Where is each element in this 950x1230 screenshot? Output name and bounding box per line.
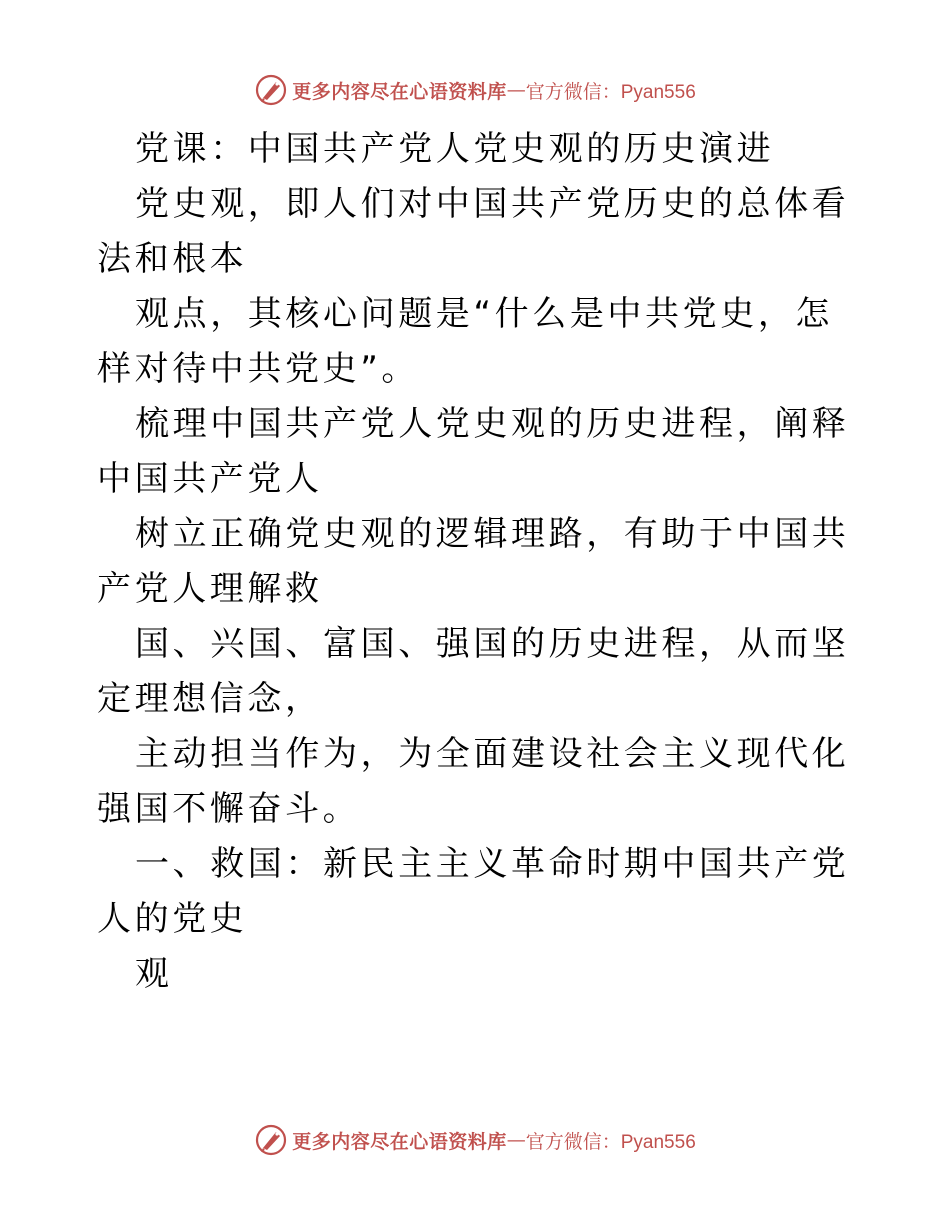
paragraph: 国、兴国、富国、强国的历史进程，从而坚定理想信念， — [97, 624, 850, 719]
document-body — [97, 122, 857, 1002]
header-watermark-banner — [0, 70, 950, 110]
document-title: 党课：中国共产党人党史观的历史演进 — [135, 129, 775, 169]
pen-logo-icon — [254, 1123, 288, 1157]
paragraph: 观 — [135, 954, 173, 994]
paragraph: 观点，其核心问题是“什么是中共党史，怎样对待中共党史”。 — [97, 294, 834, 389]
banner-dash: — — [506, 1129, 526, 1151]
paragraph: 主动担当作为，为全面建设社会主义现代化强国不懈奋斗。 — [97, 734, 850, 829]
paragraph: 党史观，即人们对中国共产党历史的总体看法和根本 — [97, 184, 850, 279]
banner-brand-text: 更多内容尽在心语资料库 — [292, 1130, 507, 1153]
footer-watermark-banner — [0, 1120, 950, 1160]
banner-brand-text: 更多内容尽在心语资料库 — [292, 80, 507, 103]
banner-dash: — — [506, 79, 526, 101]
section-heading: 一、救国：新民主主义革命时期中国共产党人的党史 — [97, 844, 850, 939]
banner-wechat-text: 官方微信：Pyan556 — [525, 1131, 696, 1153]
paragraph: 梳理中国共产党人党史观的历史进程，阐释中国共产党人 — [97, 404, 850, 499]
banner-wechat-text: 官方微信：Pyan556 — [525, 81, 696, 103]
paragraph: 树立正确党史观的逻辑理路，有助于中国共产党人理解救 — [97, 514, 850, 609]
pen-logo-icon — [254, 73, 288, 107]
